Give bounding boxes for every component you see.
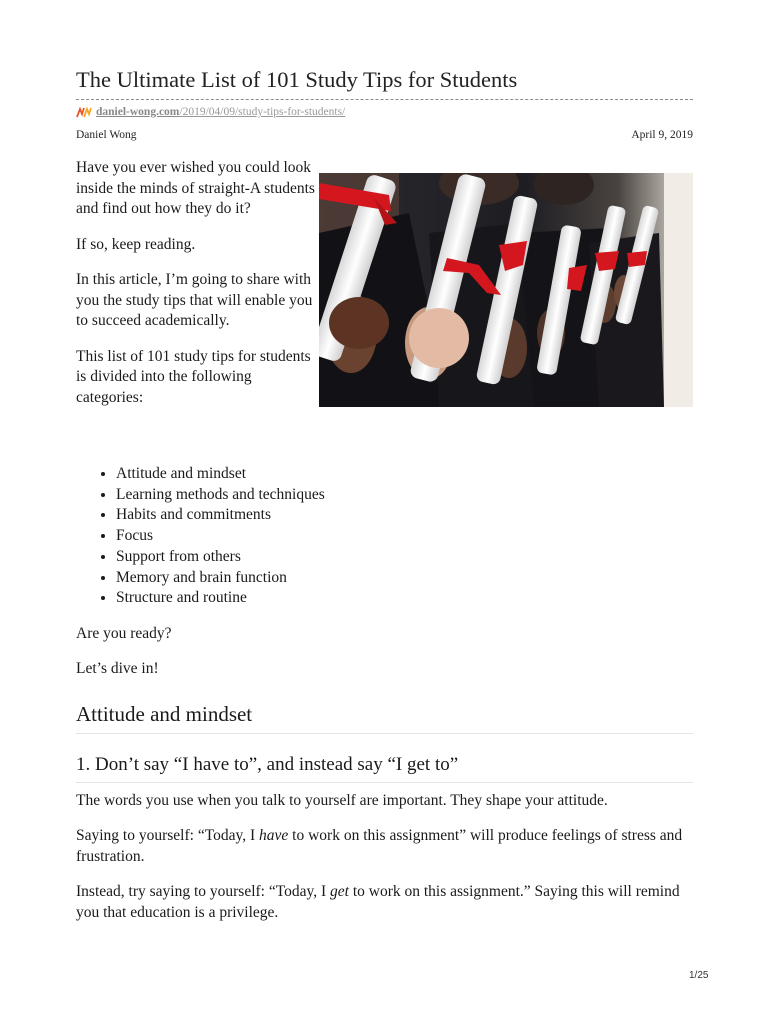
section-divider (76, 733, 693, 734)
tip-divider (76, 782, 693, 783)
graduation-diplomas-image (319, 173, 693, 407)
list-item: • Memory and brain function (116, 568, 325, 589)
article-title: The Ultimate List of 101 Study Tips for Students (76, 67, 518, 92)
list-item: • Focus (116, 526, 325, 547)
list-item: • Structure and routine (116, 588, 325, 609)
list-item: • Habits and commitments (116, 505, 325, 526)
intro-paragraph: If so, keep reading. (76, 235, 196, 253)
list-item: • Support from others (116, 547, 325, 568)
intro-paragraph: This list of 101 study tips for students is divided into the following categories: (76, 347, 311, 406)
source-path-link[interactable]: /2019/04/09/study-tips-for-students/ (179, 106, 346, 118)
source-domain-link[interactable]: daniel-wong.com (96, 106, 180, 118)
ready-question: Are you ready? (76, 625, 172, 642)
tip-paragraph: Saying to yourself: “Today, I have to work on this assignment” will produce feelings of stress and frustration. (76, 827, 683, 865)
publish-date: April 9, 2019 (631, 129, 693, 141)
intro-paragraph: In this article, I’m going to share with you the study tips that will enable you to succeed academically. (76, 271, 313, 329)
category-list (76, 464, 325, 609)
dive-in-text: Let’s dive in! (76, 660, 159, 677)
site-logo-icon (76, 106, 92, 118)
tip-paragraph: The words you use when you talk to yourself are important. They shape your attitude. (76, 792, 608, 809)
intro-text (76, 158, 316, 423)
source-line (76, 104, 345, 120)
tip-heading: 1. Don’t say “I have to”, and instead say “I get to” (76, 754, 459, 775)
intro-paragraph: Have you ever wished you could look inside the minds of straight-A students and find out how they do it? (76, 159, 315, 217)
author-name: Daniel Wong (76, 129, 137, 141)
title-divider (76, 99, 693, 100)
tip-paragraph: Instead, try saying to yourself: “Today, I get to work on this assignment.” Saying this will remind you that education is a privilege. (76, 883, 680, 921)
section-heading: Attitude and mindset (76, 702, 253, 726)
list-item: • Attitude and mindset (116, 464, 325, 485)
page-number: 1/25 (689, 970, 709, 981)
list-item: • Learning methods and techniques (116, 485, 325, 506)
article-meta (76, 128, 693, 142)
document-page (76, 0, 693, 1024)
